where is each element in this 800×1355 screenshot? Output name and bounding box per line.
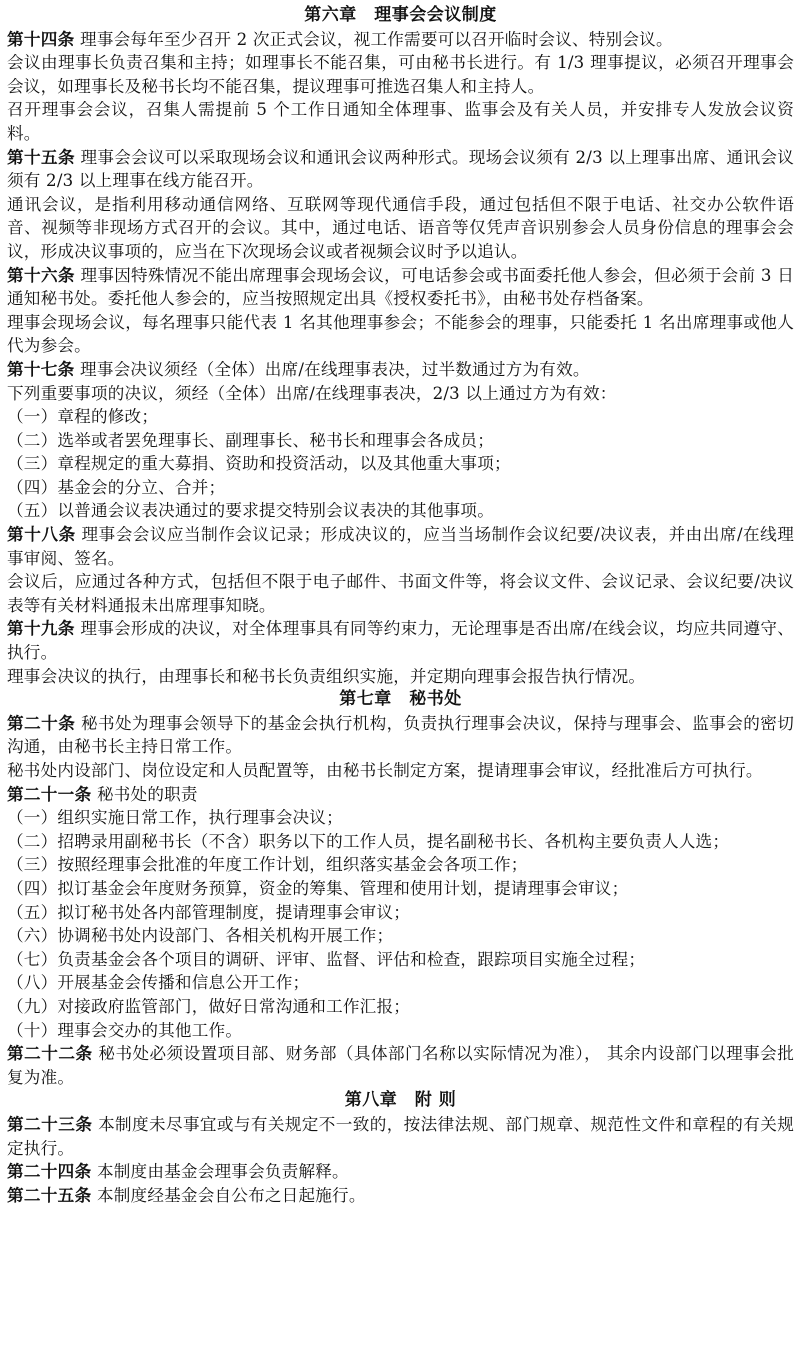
- article-paragraph: [7, 1113, 794, 1160]
- paragraph-text: 理事会会议可以采取现场会议和通讯会议两种形式。现场会议须有 2/3 以上理事出席、通讯会议须有 2/3 以上理事在线方能召开。: [7, 147, 794, 191]
- paragraph-text: （二）招聘录用副秘书长（不含）职务以下的工作人员，提名副秘书长、各机构主要负责人人选；: [7, 831, 730, 851]
- paragraph-text: 理事会决议须经（全体）出席/在线理事表决，过半数通过方为有效。: [74, 359, 590, 379]
- paragraph-text: （五）拟订秘书处各内部管理制度，提请理事会审议；: [7, 902, 411, 922]
- paragraph-text: 会议后，应通过各种方式，包括但不限于电子邮件、书面文件等，将会议文件、会议记录、会议纪要/决议表等有关材料通报未出席理事知晓。: [7, 572, 794, 615]
- paragraph: [7, 570, 794, 617]
- paragraph-text: 理事会每年至少召开 2 次正式会议，视工作需要可以召开临时会议、特别会议。: [74, 29, 673, 49]
- paragraph: [7, 405, 794, 429]
- article-paragraph: [7, 523, 794, 570]
- article-number: 第二十五条: [7, 1185, 92, 1205]
- paragraph-text: （六）协调秘书处内设部门、各相关机构开展工作；: [7, 926, 394, 946]
- paragraph: [7, 499, 794, 523]
- paragraph: [7, 995, 794, 1019]
- paragraph: [7, 948, 794, 972]
- paragraph: [7, 830, 794, 854]
- chapter-heading: 第六章 理事会会议制度: [304, 5, 497, 25]
- paragraph-text: 通讯会议，是指利用移动通信网络、互联网等现代通信手段，通过包括但不限于电话、社交办公软件语音、视频等非现场方式召开的会议。其中，通过电话、语音等仅凭声音识别参会人员身份信息的理事会会议，形成决议事项的，应当在下次现场会议或者视频会议时予以追认。: [7, 194, 794, 261]
- article-number: 第十五条: [7, 147, 75, 167]
- paragraph-text: （三）章程规定的重大募捐、资助和投资活动，以及其他重大事项；: [7, 454, 511, 474]
- paragraph-text: 理事会现场会议，每名理事只能代表 1 名其他理事参会；不能参会的理事，只能委托 1 名出席理事或他人代为参会。: [7, 312, 794, 356]
- paragraph-text: （五）以普通会议表决通过的要求提交特别会议表决的其他事项。: [7, 501, 495, 521]
- paragraph-text: 本制度经基金会自公布之日起施行。: [91, 1185, 366, 1205]
- paragraph: [7, 806, 794, 830]
- article-paragraph: [7, 1184, 794, 1208]
- paragraph-text: （一）组织实施日常工作，执行理事会决议；: [7, 808, 343, 828]
- article-number: 第二十三条: [7, 1114, 93, 1134]
- paragraph-text: （四）拟订基金会年度财务预算，资金的筹集、管理和使用计划，提请理事会审议；: [7, 878, 629, 898]
- paragraph-text: 理事因特殊情况不能出席理事会现场会议，可电话参会或书面委托他人参会，但必须于会前 3 日通知秘书处。委托他人参会的，应当按照规定出具《授权委托书》，由秘书处存档备案。: [7, 265, 794, 309]
- paragraph: [7, 924, 794, 948]
- paragraph: [7, 429, 794, 453]
- paragraph: [7, 98, 794, 145]
- article-number: 第十八条: [7, 525, 76, 545]
- article-paragraph: [7, 146, 794, 193]
- paragraph-text: （三）按照经理事会批准的年度工作计划，组织落实基金会各项工作；: [7, 855, 528, 875]
- paragraph-text: 秘书处内设部门、岗位设定和人员配置等，由秘书长制定方案，提请理事会审议，经批准后方可执行。: [7, 761, 763, 780]
- article-paragraph: [7, 712, 794, 759]
- article-number: 第二十条: [7, 713, 76, 733]
- paragraph-text: （一）章程的修改；: [7, 407, 159, 427]
- article-number: 第十九条: [7, 619, 75, 639]
- paragraph-text: 会议由理事长负责召集和主持；如理事长不能召集，可由秘书长进行。有 1/3 理事提议，必须召开理事会会议，如理事长及秘书长均不能召集，提议理事可推选召集人和主持人。: [7, 53, 794, 96]
- paragraph-text: 本制度未尽事宜或与有关规定不一致的，按法律法规、部门规章、规范性文件和章程的有关规定执行。: [7, 1114, 794, 1158]
- article-paragraph: [7, 783, 794, 807]
- paragraph-text: 理事会决议的执行，由理事长和秘书长负责组织实施，并定期向理事会报告执行情况。: [7, 666, 646, 686]
- article-number: 第二十一条: [7, 784, 92, 804]
- article-paragraph: [7, 617, 794, 664]
- paragraph-text: 下列重要事项的决议，须经（全体）出席/在线理事表决，2/3 以上通过方为有效：: [7, 383, 617, 403]
- article-number: 第十六条: [7, 265, 75, 285]
- article-paragraph: [7, 358, 794, 382]
- paragraph: [7, 665, 794, 689]
- paragraph-text: 秘书处的职责: [91, 784, 198, 804]
- paragraph: [7, 901, 794, 925]
- paragraph-text: （四）基金会的分立、合并；: [7, 477, 226, 497]
- paragraph: [7, 51, 794, 98]
- paragraph: [7, 971, 794, 995]
- paragraph: [7, 853, 794, 877]
- paragraph-text: （十）理事会交办的其他工作。: [7, 1020, 243, 1040]
- paragraph: [7, 382, 794, 406]
- paragraph-text: （九）对接政府监管部门，做好日常沟通和工作汇报；: [7, 996, 411, 1016]
- paragraph-text: 秘书处必须设置项目部、财务部（具体部门名称以实际情况为准）， 其余内设部门以理事会批复为准。: [7, 1044, 795, 1087]
- paragraph-text: 理事会会议应当制作会议记录；形成决议的，应当当场制作会议纪要/决议表，并由出席/在线理事审阅、签名。: [7, 525, 794, 568]
- article-number: 第二十二条: [7, 1044, 93, 1064]
- article-paragraph: [7, 264, 794, 311]
- paragraph-text: （八）开展基金会传播和信息公开工作；: [7, 973, 310, 993]
- article-number: 第二十四条: [7, 1162, 92, 1182]
- article-paragraph: [7, 1160, 794, 1184]
- article-paragraph: [7, 28, 794, 52]
- article-number: 第十七条: [7, 359, 75, 379]
- paragraph: [7, 1019, 794, 1043]
- paragraph: [7, 193, 794, 264]
- chapter-heading: 第八章 附 则: [344, 1090, 457, 1111]
- article-number: 第十四条: [7, 29, 75, 49]
- paragraph-text: 本制度由基金会理事会负责解释。: [91, 1162, 349, 1182]
- paragraph: [7, 877, 794, 901]
- paragraph: [7, 452, 794, 476]
- paragraph: [7, 476, 794, 500]
- paragraph-text: 召开理事会会议，召集人需提前 5 个工作日通知全体理事、监事会及有关人员，并安排专人发放会议资料。: [7, 100, 794, 143]
- paragraph-text: （二）选举或者罢免理事长、副理事长、秘书长和理事会各成员；: [7, 430, 495, 450]
- paragraph-text: （七）负责基金会各个项目的调研、评审、监督、评估和检查，跟踪项目实施全过程；: [7, 949, 646, 969]
- chapter-heading: 第七章 秘书处: [339, 689, 462, 710]
- paragraph-text: 秘书处为理事会领导下的基金会执行机构，负责执行理事会决议，保持与理事会、监事会的密切沟通，由秘书长主持日常工作。: [7, 713, 794, 757]
- paragraph-text: 理事会形成的决议，对全体理事具有同等约束力，无论理事是否出席/在线会议，均应共同遵守、执行。: [7, 619, 795, 663]
- paragraph: [7, 759, 794, 783]
- paragraph: [7, 311, 794, 358]
- article-paragraph: [7, 1042, 794, 1089]
